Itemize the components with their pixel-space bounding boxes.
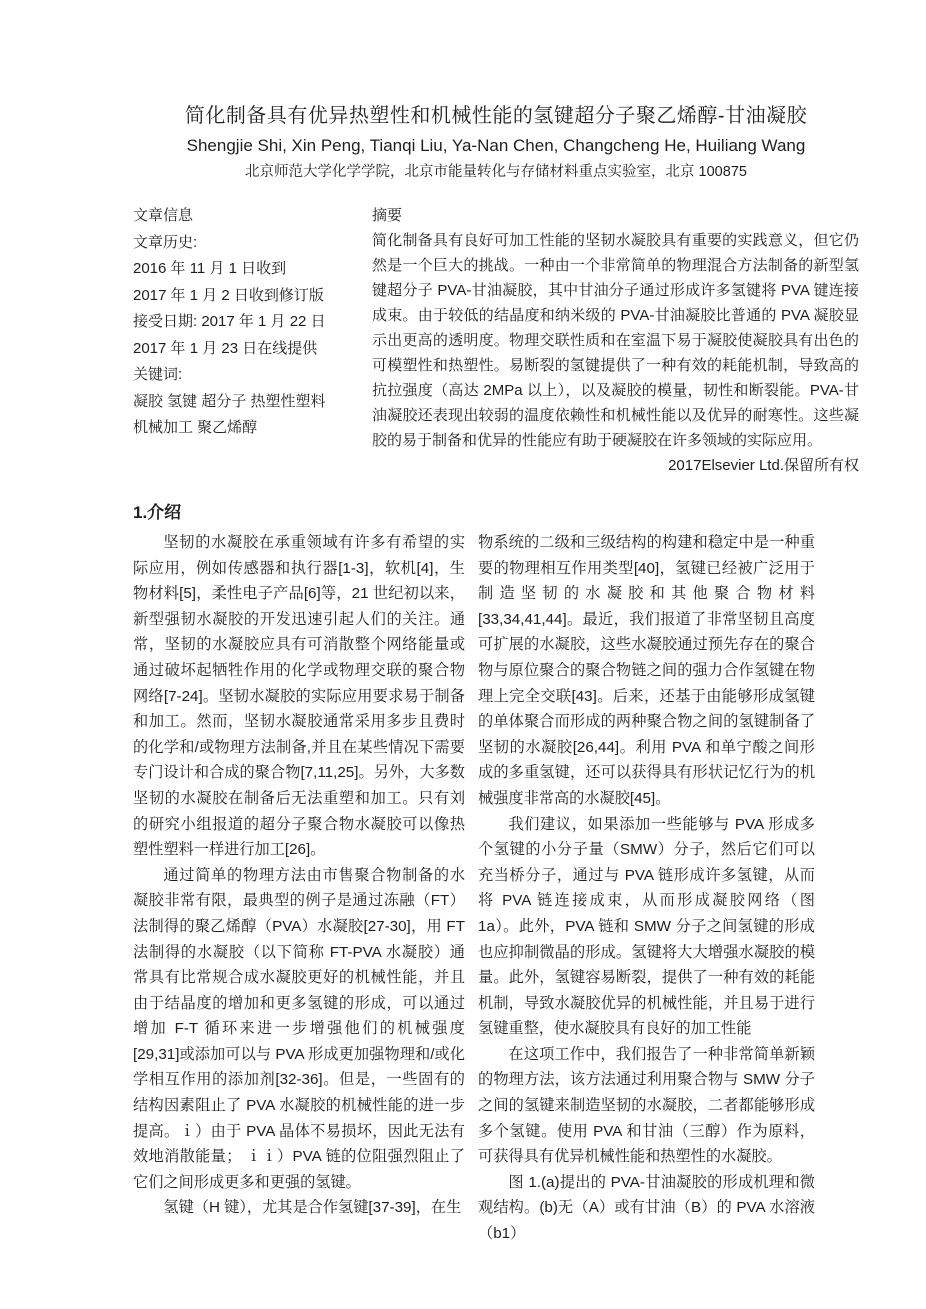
article-history-item: 2017 年 1 月 23 日在线提供: [133, 339, 318, 357]
paper-title: 简化制备具有优异热塑性和机械性能的氢键超分子聚乙烯醇-甘油凝胶: [184, 105, 808, 127]
page-content: [133, 103, 859, 1247]
article-history-item: 2017 年 1 月 2 日收到修订版: [133, 286, 324, 304]
copyright-line: 2017Elsevier Ltd.保留所有权: [668, 457, 859, 474]
paragraph: 在这项工作中，我们报告了一种非常简单新颖的物理方法，该方法通过利用聚合物与 SMW 分子之间的氢键来制造坚韧的水凝胶，二者都能够形成多个氢键。使用 PVA 和甘油（三醇）作为原料，可获得具有优异机械性能和热塑性的水凝胶。: [478, 1045, 815, 1166]
intro-body: [133, 530, 859, 1247]
intro-heading: 1.介绍: [133, 503, 182, 522]
abstract-heading: 摘要: [372, 207, 403, 224]
keywords-line: 凝胶 氢键 超分子 热塑性塑料: [133, 392, 326, 410]
article-info-section: [133, 203, 372, 442]
paragraph: 坚韧的水凝胶在承重领域有许多有希望的实际应用，例如传感器和执行器[1-3]，软机[4]，生物材料[5]，柔性电子产品[6]等，21 世纪初以来，新型强韧水凝胶的开发迅速引起人们的关注。通常，坚韧的水凝胶应具有可消散整个网络能量或通过破坏起牺牲作用的化学或物理交联的聚合物网络[7-24]。坚韧水凝胶的实际应用要求易于制备和加工。然而，坚韧水凝胶通常采用多步且费时的化学和/或物理方法制备,并且在某些情况下需要专门设计和合成的聚合物[7,11,25]。另外，大多数坚韧的水凝胶在制备后无法重塑和加工。只有刘的研究小组报道的超分子聚合物水凝胶可以像热塑性塑料一样进行加工[26]。: [133, 534, 465, 859]
paragraph: 物系统的二级和三级结构的构建和稳定中是一种重要的物理相互作用类型[40]，氢键已经被广泛用于制造坚韧的水凝胶和其他聚合物材料[33,34,41,44]。最近，我们报道了非常坚韧且高度可扩展的水凝胶，这些水凝胶通过预先存在的聚合物与原位聚合的聚合物链之间的强力合作氢键在物理上完全交联[43]。后来，还基于由能够形成氢键的单体聚合而形成的两种聚合物之间的氢键制备了坚韧的水凝胶[26,44]。利用 PVA 和单宁酸之间形成的多重氢键，还可以获得具有形状记忆行为的机械强度非常高的水凝胶[45]。: [478, 534, 815, 807]
keywords-line: 机械加工 聚乙烯醇: [133, 419, 258, 436]
abstract-text: 简化制备具有良好可加工性能的坚韧水凝胶具有重要的实践意义，但它仍然是一个巨大的挑战。一种由一个非常简单的物理混合方法制备的新型氢键超分子 PVA-甘油凝胶，其中甘油分子通过形成许多氢键将 PVA 键连接成束。由于较低的结晶度和纳米级的 PVA-甘油凝胶比普通的 PVA 凝胶显示出更高的透明度。物理交联性质和在室温下易于凝胶使凝胶具有出色的可模塑性和热塑性。易断裂的氢键提供了一种有效的耗能机制，导致高的抗拉强度（高达 2MPa 以上），以及凝胶的模量，韧性和断裂能。PVA-甘油凝胶还表现出较弱的温度依赖性和机械性能以及优异的耐寒性。这些凝胶的易于制备和优异的性能应有助于硬凝胶在许多领域的实际应用。: [372, 232, 859, 449]
paragraph: 氢键（H 键），尤其是合作氢键[37-39]，在生: [163, 1199, 462, 1217]
keywords-label: 关键词:: [133, 366, 183, 383]
article-info-heading: 文章信息: [133, 207, 194, 224]
article-history-item: 接受日期: 2017 年 1 月 22 日: [133, 313, 326, 330]
intro-right-column: [478, 530, 815, 1247]
intro-left-column: [133, 530, 465, 1247]
paragraph: 我们建议，如果添加一些能够与 PVA 形成多个氢键的小分子量（SMW）分子，然后它们可以充当桥分子，通过与 PVA 链形成许多氢键，从而将 PVA 链连接成束，从而形成凝胶网络（图 1a）。此外，PVA 链和 SMW 分子之间氢键的形成也应抑制微晶的形成。氢键将大大增强水凝胶的模量。此外，氢键容易断裂，提供了一种有效的耗能机制，导致水凝胶优异的机械性能，并且易于进行氢键重整，使水凝胶具有良好的加工性能: [478, 815, 815, 1038]
affiliation-line: 北京师范大学化学学院，北京市能量转化与存储材料重点实验室，北京 100875: [245, 164, 747, 180]
paper-header: [133, 103, 859, 184]
meta-row: [133, 203, 859, 478]
abstract-section: [372, 203, 859, 478]
paragraph: 图 1.(a)提出的 PVA-甘油凝胶的形成机理和微观结构。(b)无（A）或有甘油（B）的 PVA 水溶液（b1）: [478, 1173, 815, 1243]
article-history-label: 文章历史:: [133, 233, 198, 251]
paragraph: 通过简单的物理方法由市售聚合物制备的水凝胶非常有限，最典型的例子是通过冻融（FT）法制得的聚乙烯醇（PVA）水凝胶[27-30]，用 FT 法制得的水凝胶（以下简称 FT-PVA 水凝胶）通常具有比常规合成水凝胶更好的机械性能，并且由于结晶度的增加和更多氢键的形成，可以通过增加 F-T 循环来进一步增强他们的机械强度[29,31]或添加可以与 PVA 形成更加强物理和/或化学相互作用的添加剂[32-36]。但是，一些固有的结构因素阻止了 PVA 水凝胶的机械性能的进一步提高。ｉ）由于 PVA 晶体不易损坏，因此无法有效地消散能量； ｉｉ）PVA 链的位阻强烈阻止了它们之间形成更多和更强的氢键。: [133, 866, 465, 1191]
authors-line: Shengjie Shi, Xin Peng, Tianqi Liu, Ya-Nan Chen, Changcheng He, Huiliang Wang: [186, 136, 806, 155]
article-history-item: 2016 年 11 月 1 日收到: [133, 260, 287, 277]
